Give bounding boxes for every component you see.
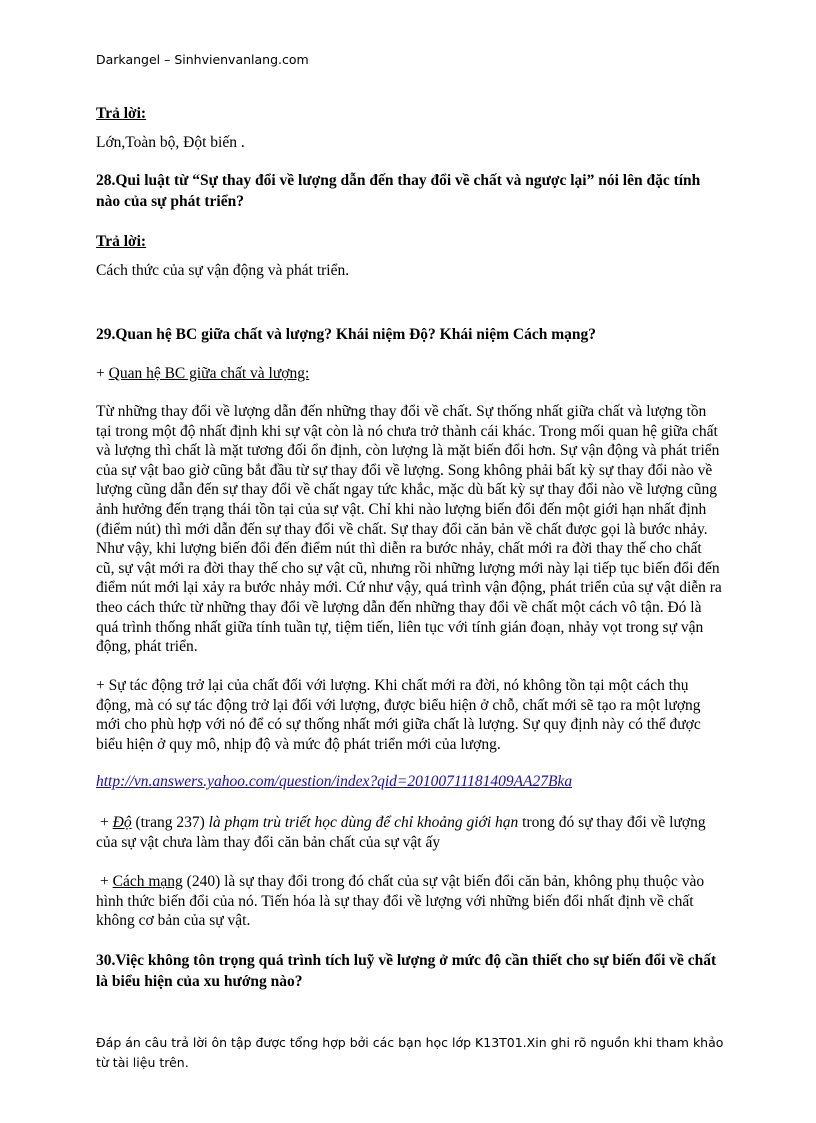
subheading (96, 364, 722, 384)
answer-label: Trả lời: (96, 105, 147, 122)
do-prefix: + (100, 814, 113, 831)
do-page: (trang 237) (131, 814, 209, 831)
do-definition: là phạm trù triết học dùng để chỉ khoảng giới hạn (208, 814, 519, 831)
source-link[interactable]: http://vn.answers.yahoo.com/question/index?qid=20100711181409AA27Bka (96, 773, 573, 790)
paragraph-quality-quantity: Từ những thay đổi về lượng dẫn đến những thay đổi về chất. Sự thống nhất giữa chất và lượng tồn tại trong một độ nhất định khi sự vật còn là nó chưa trở thành cái khác. Trong mối quan hệ giữa chất và lượng thì chất là mặt tương đối ổn định, còn lượng là mặt biến đổi hơn. Sự vận động và phát triển của sự vật bao giờ cũng bắt đầu từ sự thay đổi về lượng. Song không phải bất kỳ sự thay đổi nào về lượng cũng dẫn đến sự thay đổi về chất ngay tức khắc, mặc dù bất kỳ sự thay đổi nào về lượng cũng ảnh hưởng đến trạng thái tồn tại của sự vật. Chỉ khi nào lượng biến đổi đến một giới hạn nhất định (điểm nút) thì mới dẫn đến sự thay đổi về chất. Sự thay đổi căn bản về chất được gọi là bước nhảy. Như vậy, khi lượng biến đổi đến điểm nút thì diễn ra bước nhảy, chất mới ra đời thay thế cho chất cũ, sự vật mới ra đời thay thế cho sự vật cũ, nhưng rồi những lượng mới này lại tiếp tục biến đổi đến điểm nút mới lại xảy ra bước nhảy mới. Cứ như vậy, quá trình vận động, phát triển của sự vật diễn ra theo cách thức từ những thay đổi về lượng dẫn đến những thay đổi về chất một cách vô tận. Đó là quá trình thống nhất giữa tính tuần tự, tiệm tiến, liên tục với tính gián đoạn, nhảy vọt trong sự vận động, phát triển. (96, 403, 722, 656)
page-footer: Đáp án câu trả lời ôn tập được tổng hợp bởi các bạn học lớp K13T01.Xin ghi rõ nguồn khi tham khảo từ tài liệu trên. (96, 1035, 724, 1070)
subheading-text: Quan hệ BC giữa chất và lượng: (108, 365, 310, 382)
answer-label: Trả lời: (96, 233, 147, 250)
cm-term: Cách mạng (112, 873, 183, 890)
source-link-row (96, 772, 722, 792)
cm-prefix: + (100, 873, 113, 890)
do-term: Độ (112, 814, 132, 831)
question-30: 30.Việc không tôn trọng quá trình tích luỹ về lượng ở mức độ cần thiết cho sự biến đổi về chất là biểu hiện của xu hướng nào? (96, 952, 717, 990)
question-28: 28.Qui luật từ “Sự thay đổi về lượng dẫn đến thay đổi về chất và ngược lại” nói lên đặc tính nào của sự phát triển? (96, 172, 701, 210)
paragraph-quality-feedback: + Sự tác động trở lại của chất đối với lượng. Khi chất mới ra đời, nó không tồn tại một cách thụ động, mà có sự tác động trở lại đối với lượng, được biểu hiện ở chỗ, chất mới sẽ tạo ra một lượng mới cho phù hợp với nó để có sự thống nhất mới giữa chất là lượng. Sự quy định này có thể được biểu hiện ở quy mô, nhịp độ và mức độ phát triển mới của lượng. (96, 677, 701, 753)
question-29: 29.Quan hệ BC giữa chất và lượng? Khái niệm Độ? Khái niệm Cách mạng? (96, 326, 596, 343)
paragraph-revolution-definition (96, 872, 722, 931)
do-rest: trong đó sự thay đổi về lượng của sự vật chưa làm thay đổi căn bản chất của sự vật ấy (96, 814, 706, 851)
cm-rest: (240) là sự thay đổi trong đó chất của sự vật biến đổi căn bản, không phụ thuộc vào hình thức biến đổi của nó. Tiến hóa là sự thay đổi về lượng với những biến đổi nhất định về chất không cơ bản của sự vật. (96, 873, 705, 930)
paragraph-do-definition (96, 813, 722, 852)
page-header: Darkangel – Sinhvienvanlang.com (96, 52, 309, 67)
answer-text: Lớn,Toàn bộ, Đột biến . (96, 134, 245, 151)
answer-text: Cách thức của sự vận động và phát triển. (96, 262, 350, 279)
subheading-prefix: + (96, 365, 109, 382)
